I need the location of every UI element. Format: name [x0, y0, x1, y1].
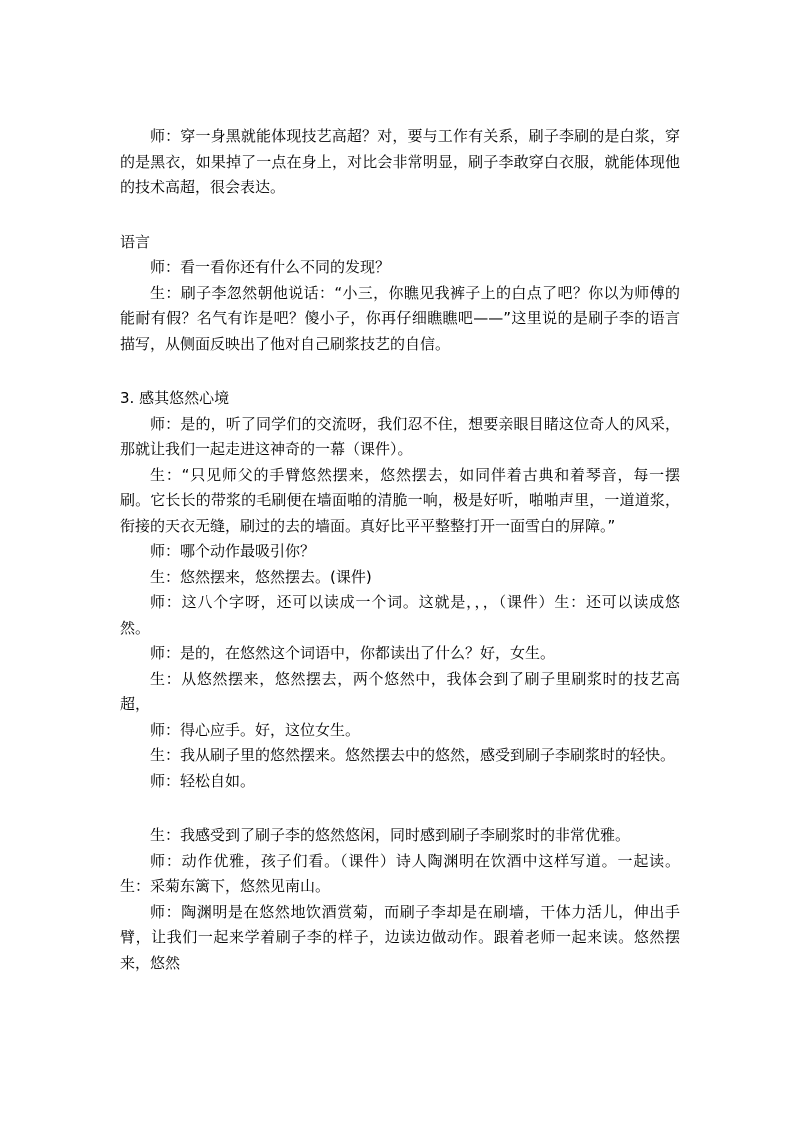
paragraph: 生：我从刷子里的悠然摆来。悠然摆去中的悠然，感受到刷子李刷浆时的轻快。 — [150, 746, 676, 764]
paragraph: 生：“只见师父的手臂悠然摆来，悠然摆去，如同伴着古典和着琴音，每一摆刷。它长长的带浆的毛刷便在墙面啪的清脆一响，极是好听，啪啪声里，一道道浆，衔接的天衣无缝，刷过的去的墙面。真好比平平整整打开一面雪白的屏障。” — [120, 465, 680, 535]
paragraph: 师：陶渊明是在悠然地饮酒赏菊，而刷子李却是在刷墙，干体力活儿，伸出手臂，让我们一起来学着刷子李的样子，边读边做动作。跟着老师一起来读。悠然摆来，悠然 — [120, 902, 680, 972]
paragraph: 师：这八个字呀，还可以读成一个词。这就是，，，（课件）生：还可以读成悠然。 — [120, 593, 680, 637]
paragraph-gap — [120, 794, 680, 823]
paragraph: 生：我感受到了刷子李的悠然悠闲，同时感到刷子李刷浆时的非常优雅。 — [150, 826, 631, 844]
paragraph: 师：轻松自如。 — [150, 771, 256, 790]
paragraph-gap — [120, 357, 680, 386]
paragraph: 师：动作优雅，孩子们看。（课件）诗人陶渊明在饮酒中这样写道。一起读。生：采菊东篱下，悠然见南山。 — [120, 851, 680, 895]
paragraph: 师：是的，听了同学们的交流呀，我们忍不住，想要亲眼目睹这位奇人的风采，那就让我们一起走进这神奇的一幕（课件）。 — [120, 414, 680, 458]
paragraph: 生：悠然摆来，悠然摆去。(课件) — [150, 567, 372, 586]
section-heading-language: 语言 — [120, 232, 151, 251]
paragraph: 师：看一看你还有什么不同的发现？ — [150, 258, 391, 276]
paragraph: 师：穿一身黑就能体现技艺高超？对，要与工作有关系，刷子李刷的是白浆，穿的是黑衣，如果掉了一点在身上，对比会非常明显，刷子李敢穿白衣服，就能体现他的技术高超，很会表达。 — [120, 127, 680, 196]
paragraph: 师：是的，在悠然这个词语中，你都读出了什么？好，女生。 — [150, 644, 556, 662]
section-heading-3: 3. 感其悠然心境 — [120, 389, 230, 407]
paragraph: 生：从悠然摆来，悠然摆去，两个悠然中，我体会到了刷子里刷浆时的技艺高超， — [120, 669, 680, 713]
paragraph-gap — [120, 201, 680, 230]
paragraph: 师：得心应手。好，这位女生。 — [150, 720, 361, 739]
paragraph: 生：刷子李忽然朝他说话：“小三，你瞧见我裤子上的白点了吧？你以为师傅的能耐有假？名气有诈是吧？傻小子，你再仔细瞧瞧吧——”这里说的是刷子李的语言描写，从侧面反映出了他对自己刷浆技艺的自信。 — [120, 283, 680, 353]
paragraph: 师：哪个动作最吸引你？ — [150, 542, 316, 560]
document-body — [120, 124, 680, 976]
